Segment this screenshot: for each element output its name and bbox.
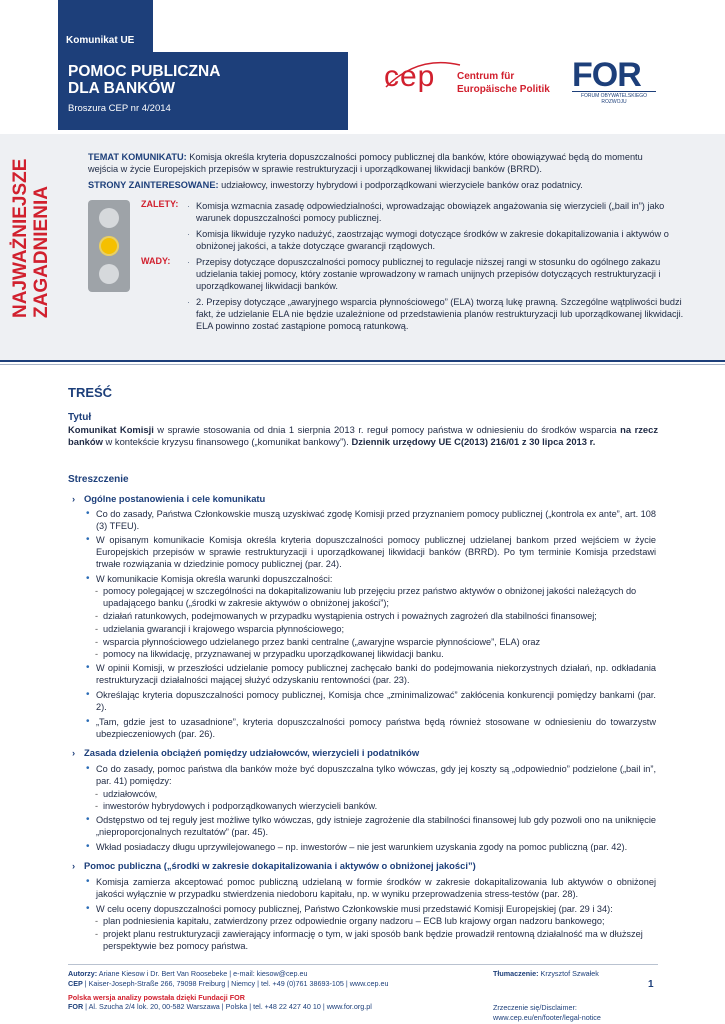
traffic-light-middle bbox=[99, 236, 119, 256]
sub-point-text: udziałowców, bbox=[103, 789, 158, 799]
cep-text-line-1: Centrum für bbox=[457, 71, 515, 82]
traffic-light-top bbox=[99, 208, 119, 228]
con-item: · Przepisy dotyczące dopuszczalności pomocy publicznej to regulacje niższej rangi w stosunku do ogólnego zakazu udzielania takiej pomocy, który zostanie wprowadzony w ramach unijnych przepisów dotyczących restrukturyzacji i uporządkowanej likwidacji banków. bbox=[187, 257, 661, 291]
pro-item-text: Komisja likwiduje ryzyko nadużyć, zaostrzając wymogi dotyczące środków w zakresie dokapitalizowania i aktywów o obniżonej jakości, a także dotyczące gwarancji rządowych. bbox=[196, 229, 669, 251]
bullet-point: • Wkład posiadaczy długu uprzywilejowanego – np. inwestorów – nie jest warunkiem uzyskania zgody na pomoc publiczną (par. 42). bbox=[86, 841, 628, 852]
bullet-text: W komunikacie Komisja określa warunki dopuszczalności: bbox=[96, 574, 333, 584]
brochure-number: Broszura CEP nr 4/2014 bbox=[68, 103, 171, 114]
authors-label: Autorzy: bbox=[68, 969, 98, 978]
cons-label: WADY: bbox=[141, 256, 171, 266]
vertical-heading-text bbox=[10, 158, 52, 318]
translator-label: Tłumaczenie: bbox=[493, 969, 539, 978]
page-number: 1 bbox=[648, 979, 654, 990]
cep-label: CEP bbox=[68, 978, 83, 988]
bullet-point: • W opisanym komunikacie Komisja określa kryteria dopuszczalności pomocy publicznej udzielanej bankom przed wejściem w życie Europejskich przepisów w sprawie restrukturyzacji i uporządkowanej likwidacji banków (BRRD). Po tym terminie Komisja przedstawi trwałe rozwiązania w dziedzinie pomocy publicznej (par. 24). bbox=[86, 534, 656, 569]
bullet-point: • W opinii Komisji, w przeszłości udzielanie pomocy publicznej zachęcało banki do podejmowania niekorzystnych działań, np. odkładania restrukturyzacji działalności mającej służyć odzyskaniu rentowności (par. 23). bbox=[86, 662, 656, 685]
sub-point: - pomocy na likwidację, przyznawanej w przypadku uporządkowanej likwidacji banku. bbox=[95, 649, 444, 659]
footer-authors bbox=[68, 969, 488, 979]
chevron-right-icon: › bbox=[72, 747, 76, 758]
chevron-right-icon: › bbox=[72, 493, 76, 504]
cep-logo: cep bbox=[384, 60, 436, 93]
section-header bbox=[72, 493, 265, 505]
section-header bbox=[72, 860, 476, 872]
bullet-text: „Tam, gdzie jest to uzasadnione”, kryteria dopuszczalności pomocy państwa będą również stosowane w odniesieniu do towarzystw ubezpieczeniowych (par. 26). bbox=[96, 717, 656, 739]
authors-text: Ariane Kiesow i Dr. Bert Van Roosebeke | e-mail: kiesow@cep.eu bbox=[97, 969, 308, 978]
pro-item-text: Komisja wzmacnia zasadę odpowiedzialności, wprowadzając obowiązek angażowania się wierzycieli („bail in”) jako warunek dopuszczalności pomocy publicznej. bbox=[196, 201, 665, 223]
footer-disclaimer-link[interactable]: www.cep.eu/en/footer/legal-notice bbox=[493, 1012, 601, 1022]
footer-polish-version: Polska wersja analizy powstała dzięki Fundacji FOR bbox=[68, 992, 245, 1002]
bullet-point: • Odstępstwo od tej reguły jest możliwe tylko wówczas, gdy istnieje zagrożenie dla stabilności finansowej lub gdy pozwoli ono na uniknięcie „nieproporcjonalnych rezultatów” (par. 45). bbox=[86, 814, 656, 837]
sub-point: - udzielania gwarancji i krajowego wsparcia płynnościowego; bbox=[95, 624, 345, 634]
divider bbox=[0, 360, 725, 362]
cep-address: | Kaiser-Joseph-Straße 266, 79098 Freiburg | Niemcy | tel. +49 (0)761 38693-105 | www.cep.eu bbox=[82, 978, 389, 988]
for-address: | Al. Szucha 2/4 lok. 20, 00-582 Warszawa | Polska | tel. +48 22 427 40 10 | www.for.org.pl bbox=[83, 1002, 372, 1012]
title-part: Komunikat Komisji bbox=[68, 424, 154, 435]
cep-logo-text bbox=[457, 70, 550, 96]
title-subheading: Tytuł bbox=[68, 412, 92, 423]
cep-text-line-2: Europäische Politik bbox=[457, 84, 550, 95]
bullet-point: • W celu oceny dopuszczalności pomocy publicznej, Państwo Członkowskie musi przedstawić Komisji Europejskiej (par. 29 i 34): bbox=[86, 903, 613, 914]
stakeholders bbox=[88, 180, 688, 192]
bullet-text: W opisanym komunikacie Komisja określa kryteria dopuszczalności pomocy publicznej udzielanej bankom przed wejściem w życie Europejskich przepisów w sprawie restrukturyzacji i uporządkowanej likwidacji banków (BRRD). Po tym terminie Komisja przedstawi trwałe rozwiązania w dziedzinie pomocy publicznej (par. 24). bbox=[96, 535, 656, 569]
bullet-text: Odstępstwo od tej reguły jest możliwe tylko wówczas, gdy istnieje zagrożenie dla stabilności finansowej lub gdy pozwoli ono na uniknięcie „nieproporcjonalnych rezultatów” (par. 45). bbox=[96, 815, 656, 837]
traffic-light-icon bbox=[88, 200, 130, 292]
footer-disclaimer: Zrzeczenie się/Disclaimer: bbox=[493, 1002, 577, 1012]
bullet-point: • Co do zasady, pomoc państwa dla banków może być dopuszczalna tylko wówczas, gdy jej koszty są „odpowiednio” podzielone („bail in”, par. 41) pomiędzy: bbox=[86, 763, 656, 786]
sub-point-text: wsparcia płynnościowego udzielanego przez banki centralne („awaryjne wsparcie płynnościowe”, ELA) oraz bbox=[103, 637, 541, 647]
bullet-text: W celu oceny dopuszczalności pomocy publicznej, Państwo Członkowskie musi przedstawić Komisji Europejskiej (par. 29 i 34): bbox=[96, 904, 613, 914]
con-item-text: Przepisy dotyczące dopuszczalności pomocy publicznej to regulacje niższej rangi w stosunku do ogólnego zakazu udzielania takiej pomocy, który zostanie wprowadzony w ramach unijnych przepisów dotyczących restrukturyzacji i uporządkowanej likwidacji banków. bbox=[196, 257, 661, 291]
translator-text: Krzysztof Szwałek bbox=[538, 969, 599, 978]
footer-left bbox=[68, 969, 488, 1012]
sub-point-text: projekt planu restrukturyzacji zawierający informację o tym, w jaki sposób bank będzie prowadził rentowną działalność ma w dłuższej perspektywie bez pomocy państwa. bbox=[103, 929, 643, 951]
summary-subheading: Streszczenie bbox=[68, 474, 129, 485]
footer-divider bbox=[68, 964, 658, 965]
divider bbox=[0, 364, 725, 365]
bullet-text: Określając kryteria dopuszczalności pomocy publicznej, Komisja chce „zminimalizować” zakłócenia konkurencji pomiędzy bankami (par. 2). bbox=[96, 690, 656, 712]
vertical-line-2: ZAGADNIENIA bbox=[31, 186, 52, 318]
sub-point-text: pomocy polegającej w szczególności na dokapitalizowaniu lub przejęciu przez państwo aktywów o obniżonej jakości należących do upadającego banku („środki w zakresie aktywów o obniżonej jakości”); bbox=[103, 586, 637, 608]
bullet-text: Co do zasady, Państwa Członkowskie muszą uzyskiwać zgodę Komisji przed przyznaniem pomocy publicznej („kontrola ex ante”, art. 108 (3) TFEU). bbox=[96, 509, 657, 531]
title-line-2: DLA BANKÓW bbox=[68, 80, 176, 97]
for-label: FOR bbox=[68, 1002, 84, 1012]
sub-point: - pomocy polegającej w szczególności na dokapitalizowaniu lub przejęciu przez państwo aktywów o obniżonej jakości należących do upadającego banku („środki w zakresie aktywów o obniżonej jakości”); bbox=[95, 586, 637, 608]
footer-for bbox=[68, 1002, 488, 1012]
topic bbox=[88, 151, 658, 175]
footer-cep bbox=[68, 979, 488, 989]
title-part: Dziennik urzędowy UE C(2013) 216/01 z 30 lipca 2013 r. bbox=[351, 436, 596, 447]
stakeholders-text: udziałowcy, inwestorzy hybrydowi i podporządkowani wierzyciele banków oraz podatnicy. bbox=[221, 180, 583, 190]
con-item: · 2. Przepisy dotyczące „awaryjnego wsparcia płynnościowego” (ELA) tworzą lukę prawną. Szczególne wątpliwości budzi fakt, że udzielanie ELA nie będzie uzależnione od przedstawienia planów restrukturyzacji lub uporządkowanej likwidacji. ELA powinno zostać zastąpione pomocą ratunkową. bbox=[187, 297, 684, 331]
bullet-text: Co do zasady, pomoc państwa dla banków może być dopuszczalna tylko wówczas, gdy jej koszty są „odpowiednio” podzielone („bail in”, par. 41) pomiędzy: bbox=[96, 764, 656, 786]
bullet-point: • Komisja zamierza akceptować pomoc publiczną udzielaną w formie środków w zakresie dokapitalizowania lub aktywów o obniżonej jakości wyłącznie w przypadku stwierdzenia niedoboru kapitału, np. w wyniku przeprowadzenia stress-testów (par. 28). bbox=[86, 876, 656, 899]
sub-point: - inwestorów hybrydowych i podporządkowanych wierzycieli banków. bbox=[95, 801, 378, 811]
footer-translator bbox=[493, 969, 653, 979]
pro-item: · Komisja wzmacnia zasadę odpowiedzialności, wprowadzając obowiązek angażowania się wierzycieli („bail in”) jako warunek dopuszczalności pomocy publicznej. bbox=[187, 201, 665, 223]
section-header bbox=[72, 747, 419, 759]
sub-point: - udziałowców, bbox=[95, 789, 158, 799]
sub-point: - plan podniesienia kapitału, zatwierdzony przez odpowiednie organy nadzoru – ECB lub krajowy organ nadzoru bankowego; bbox=[95, 916, 605, 926]
doc-kind: Komunikat UE bbox=[66, 35, 135, 46]
topic-text: Komisja określa kryteria dopuszczalności pomocy publicznej dla banków, które obowiązywać będą do momentu wejścia w życie Europejskich przepisów w sprawie restrukturyzacji i uporządkowanej likwidacji banków (BRRD). bbox=[88, 152, 643, 174]
bullet-text: Wkład posiadaczy długu uprzywilejowanego – np. inwestorów – nie jest warunkiem uzyskania zgody na pomoc publiczną (par. 42). bbox=[96, 842, 628, 852]
pros-label: ZALETY: bbox=[141, 199, 179, 209]
vertical-line-1: NAJWAŻNIEJSZE bbox=[10, 158, 31, 318]
for-logo-subtitle: FORUM OBYWATELSKIEGO ROZWOJU bbox=[572, 91, 656, 106]
sub-point-text: udzielania gwarancji i krajowego wsparcia płynnościowego; bbox=[103, 624, 345, 634]
title-part: na rzecz banków bbox=[68, 424, 659, 447]
title-text bbox=[68, 424, 658, 448]
section-heading-content: TREŚĆ bbox=[68, 385, 113, 400]
section-title: Ogólne postanowienia i cele komunikatu bbox=[84, 493, 266, 504]
bullet-text: Komisja zamierza akceptować pomoc publiczną udzielaną w formie środków w zakresie dokapitalizowania lub aktywów o obniżonej jakości wyłącznie w przypadku stwierdzenia niedoboru kapitału, np. w wyniku przeprowadzenia stress-testów (par. 28). bbox=[96, 877, 656, 899]
bullet-point: • „Tam, gdzie jest to uzasadnione”, kryteria dopuszczalności pomocy państwa będą również stosowane w odniesieniu do towarzystw ubezpieczeniowych (par. 26). bbox=[86, 716, 656, 739]
key-issues-vertical-heading bbox=[10, 158, 70, 328]
bullet-text: W opinii Komisji, w przeszłości udzielanie pomocy publicznej zachęcało banki do podejmowania niekorzystnych działań, np. odkładania restrukturyzacji działalności mającej służyć odzyskaniu rentowności (par. 23). bbox=[96, 663, 656, 685]
sub-point: - wsparcia płynnościowego udzielanego przez banki centralne („awaryjne wsparcie płynnościowe”, ELA) oraz bbox=[95, 637, 541, 647]
stakeholders-label: STRONY ZAINTERESOWANE: bbox=[88, 180, 219, 190]
pro-item: · Komisja likwiduje ryzyko nadużyć, zaostrzając wymogi dotyczące środków w zakresie dokapitalizowania i aktywów o obniżonej jakości, a także dotyczące gwarancji rządowych. bbox=[187, 229, 669, 251]
sub-point-text: pomocy na likwidację, przyznawanej w przypadku uporządkowanej likwidacji banku. bbox=[103, 649, 444, 659]
page-title bbox=[68, 63, 268, 97]
traffic-light-bottom bbox=[99, 264, 119, 284]
sub-point: - projekt planu restrukturyzacji zawierający informację o tym, w jaki sposób bank będzie prowadził rentowną działalność ma w dłuższej perspektywie bez pomocy państwa. bbox=[95, 929, 643, 951]
title-line-1: POMOC PUBLICZNA bbox=[68, 63, 221, 80]
sub-point-text: inwestorów hybrydowych i podporządkowanych wierzycieli banków. bbox=[103, 801, 378, 811]
title-part: w sprawie stosowania od dnia 1 sierpnia 2013 r. reguł pomocy państwa w odniesieniu do środków wsparcia bbox=[153, 424, 621, 435]
sub-point-text: plan podniesienia kapitału, zatwierdzony przez odpowiednie organy nadzoru – ECB lub krajowy organ nadzoru bankowego; bbox=[103, 916, 605, 926]
bullet-point: • Co do zasady, Państwa Członkowskie muszą uzyskiwać zgodę Komisji przed przyznaniem pomocy publicznej („kontrola ex ante”, art. 108 (3) TFEU). bbox=[86, 508, 657, 531]
bullet-point: • W komunikacie Komisja określa warunki dopuszczalności: bbox=[86, 573, 333, 584]
title-part: w kontekście kryzysu finansowego („komunikat bankowy”). bbox=[102, 436, 352, 447]
footer-right bbox=[493, 969, 653, 1022]
sub-point: - działań ratunkowych, podejmowanych w przypadku wystąpienia ostrych i poważnych zagrożeń dla stabilności finansowej; bbox=[95, 611, 597, 621]
chevron-right-icon: › bbox=[72, 860, 76, 871]
for-logo: FOR bbox=[572, 56, 641, 94]
con-item-text: 2. Przepisy dotyczące „awaryjnego wsparcia płynnościowego” (ELA) tworzą lukę prawną. Szczególne wątpliwości budzi fakt, że udzielanie ELA nie będzie uzależnione od przedstawienia planów restrukturyzacji lub uporządkowanej likwidacji. ELA powinno zostać zastąpione pomocą ratunkową. bbox=[196, 297, 684, 331]
section-title: Pomoc publiczna („środki w zakresie dokapitalizowania i aktywów o obniżonej jakości”) bbox=[84, 860, 476, 871]
topic-label: TEMAT KOMUNIKATU: bbox=[88, 152, 187, 162]
section-title: Zasada dzielenia obciążeń pomiędzy udziałowców, wierzycieli i podatników bbox=[84, 747, 420, 758]
sub-point-text: działań ratunkowych, podejmowanych w przypadku wystąpienia ostrych i poważnych zagrożeń dla stabilności finansowej; bbox=[103, 611, 597, 621]
bullet-point: • Określając kryteria dopuszczalności pomocy publicznej, Komisja chce „zminimalizować” zakłócenia konkurencji pomiędzy bankami (par. 2). bbox=[86, 689, 656, 712]
